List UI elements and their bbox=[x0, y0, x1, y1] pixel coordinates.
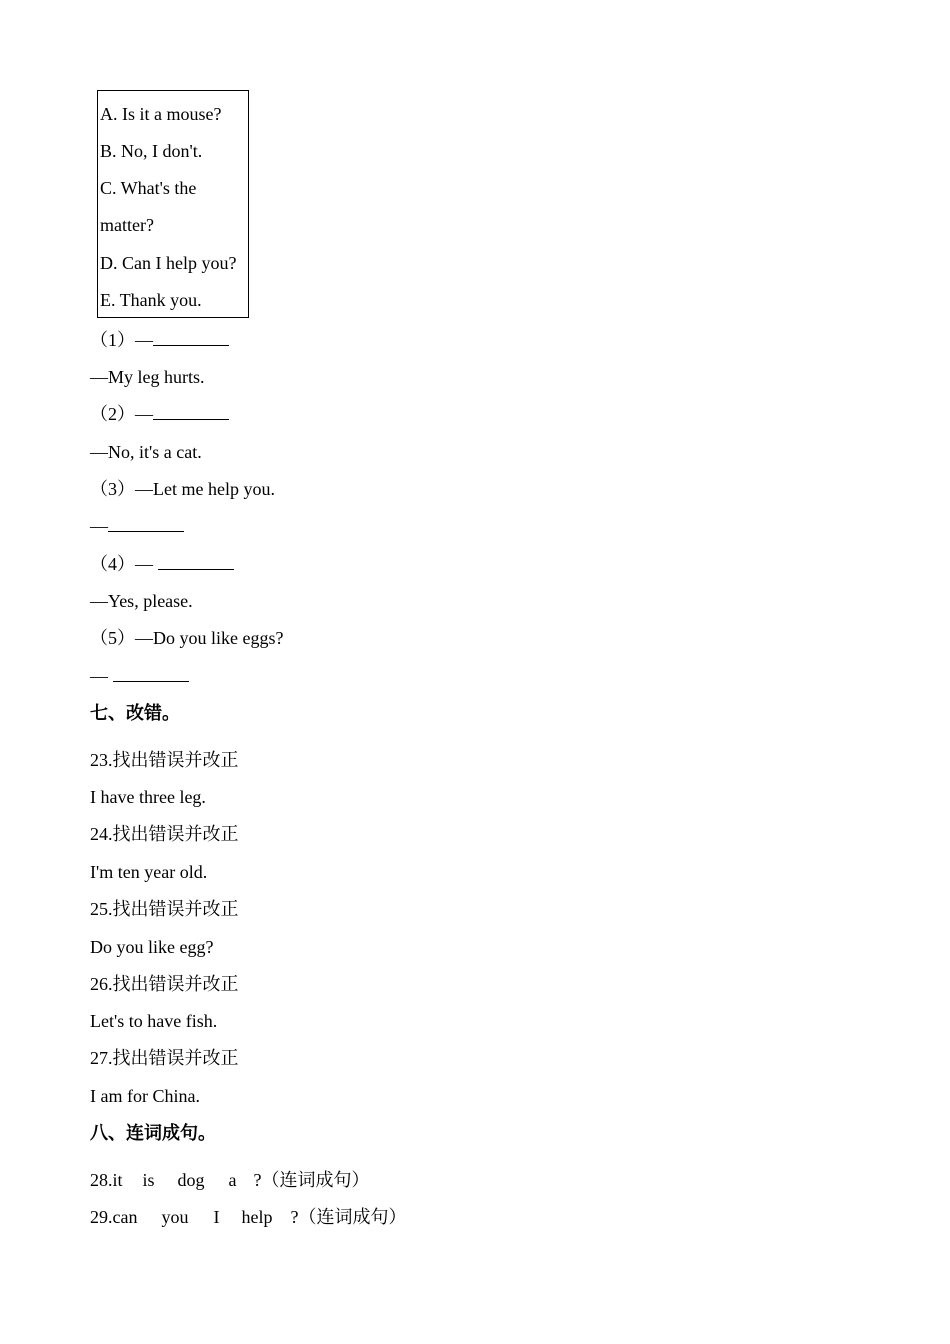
options-box bbox=[97, 90, 249, 318]
dialog-q4 bbox=[90, 553, 234, 575]
option-b: B. No, I don't. bbox=[100, 141, 203, 161]
q28-word: ?（连词成句） bbox=[253, 1170, 370, 1190]
option-d: D. Can I help you? bbox=[100, 253, 237, 273]
q25-sentence: Do you like egg? bbox=[90, 937, 214, 957]
dialog-q5: （5）—Do you like eggs? bbox=[90, 628, 284, 648]
dialog-q1-reply: —My leg hurts. bbox=[90, 367, 205, 387]
dialog-q3-reply bbox=[90, 515, 184, 537]
q26-prompt: 26.找出错误并改正 bbox=[90, 974, 239, 994]
dialog-q5-reply bbox=[90, 665, 189, 687]
dialog-q4-prefix: （4）— bbox=[90, 554, 158, 574]
section7-title: 七、改错。 bbox=[90, 703, 180, 723]
answer-blank[interactable] bbox=[158, 553, 234, 570]
dialog-q2-prefix: （2）— bbox=[90, 404, 153, 424]
q27-prompt: 27.找出错误并改正 bbox=[90, 1048, 239, 1068]
dialog-q1 bbox=[90, 329, 229, 351]
dialog-q2 bbox=[90, 403, 229, 425]
q28-word: a bbox=[228, 1170, 237, 1190]
answer-blank[interactable] bbox=[153, 403, 229, 420]
dialog-q4-reply: —Yes, please. bbox=[90, 591, 193, 611]
q29-word: ?（连词成句） bbox=[290, 1207, 407, 1227]
q27-sentence: I am for China. bbox=[90, 1086, 200, 1106]
q29-word: you bbox=[161, 1207, 189, 1227]
q29-num: 29.can bbox=[90, 1207, 138, 1227]
q29-word: help bbox=[241, 1207, 273, 1227]
q28-word: is bbox=[142, 1170, 155, 1190]
q24-sentence: I'm ten year old. bbox=[90, 862, 208, 882]
q29 bbox=[90, 1206, 406, 1228]
q25-prompt: 25.找出错误并改正 bbox=[90, 899, 239, 919]
section8-title: 八、连词成句。 bbox=[90, 1123, 216, 1143]
option-c-continued: matter? bbox=[100, 215, 154, 235]
answer-blank[interactable] bbox=[108, 515, 184, 532]
dialog-q1-prefix: （1）— bbox=[90, 330, 153, 350]
option-a: A. Is it a mouse? bbox=[100, 104, 222, 124]
dialog-q3-reply-prefix: — bbox=[90, 516, 108, 536]
q28-word: dog bbox=[177, 1170, 205, 1190]
dialog-q3: （3）—Let me help you. bbox=[90, 479, 275, 499]
q28-num: 28.it bbox=[90, 1170, 123, 1190]
answer-blank[interactable] bbox=[113, 665, 189, 682]
option-e: E. Thank you. bbox=[100, 290, 202, 310]
q28 bbox=[90, 1169, 370, 1191]
q24-prompt: 24.找出错误并改正 bbox=[90, 824, 239, 844]
q29-word: I bbox=[213, 1207, 220, 1227]
q26-sentence: Let's to have fish. bbox=[90, 1011, 218, 1031]
q23-sentence: I have three leg. bbox=[90, 787, 206, 807]
option-c: C. What's the bbox=[100, 178, 197, 198]
dialog-q2-reply: —No, it's a cat. bbox=[90, 442, 202, 462]
answer-blank[interactable] bbox=[153, 329, 229, 346]
dialog-q5-reply-prefix: — bbox=[90, 666, 113, 686]
q23-prompt: 23.找出错误并改正 bbox=[90, 750, 239, 770]
